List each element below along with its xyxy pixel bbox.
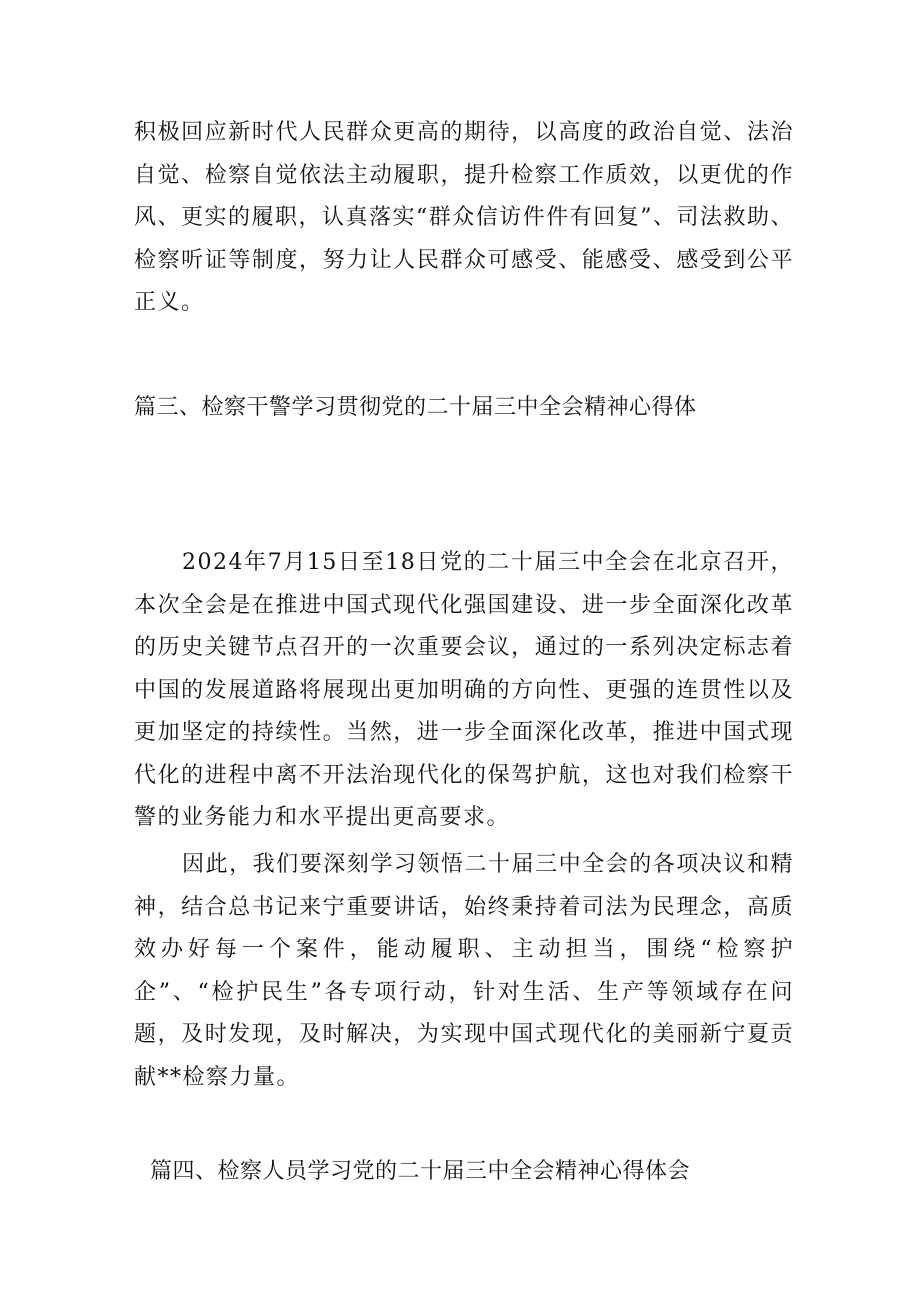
section-heading: 篇三、检察干警学习贯彻党的二十届三中全会精神心得体: [134, 395, 697, 420]
section-heading: 篇四、检察人员学习党的二十届三中全会精神心得体会: [150, 1159, 691, 1184]
body-paragraph: 因此，我们要深刻学习领悟二十届三中全会的各项决议和精神，结合总书记来宁重要讲话，始终秉持着司法为民理念，高质效办好每一个案件，能动履职、主动担当，围绕“检察护企”、“检护民生”各专项行动，针对生活、生产等领域存在问题，及时发现，及时解决，为实现中国式现代化的美丽新宁夏贡献**检察力量。: [134, 852, 794, 1090]
body-paragraph: 2024年7月15日至18日党的二十届三中全会在北京召开，本次全会是在推进中国式现代化强国建设、进一步全面深化改革的历史关键节点召开的一次重要会议，通过的一系列决定标志着中国的发展道路将展现出更加明确的方向性、更强的连贯性以及更加坚定的持续性。当然，进一步全面深化改革，推进中国式现代化的进程中离不开法治现代化的保驾护航，这也对我们检察干警的业务能力和水平提出更高要求。: [134, 550, 794, 830]
body-paragraph: 积极回应新时代人民群众更高的期待，以高度的政治自觉、法治自觉、检察自觉依法主动履职，提升检察工作质效，以更优的作风、更实的履职，认真落实“群众信访件件有回复”、司法救助、检察听证等制度，努力让人民群众可感受、能感受、感受到公平正义。: [134, 120, 794, 315]
